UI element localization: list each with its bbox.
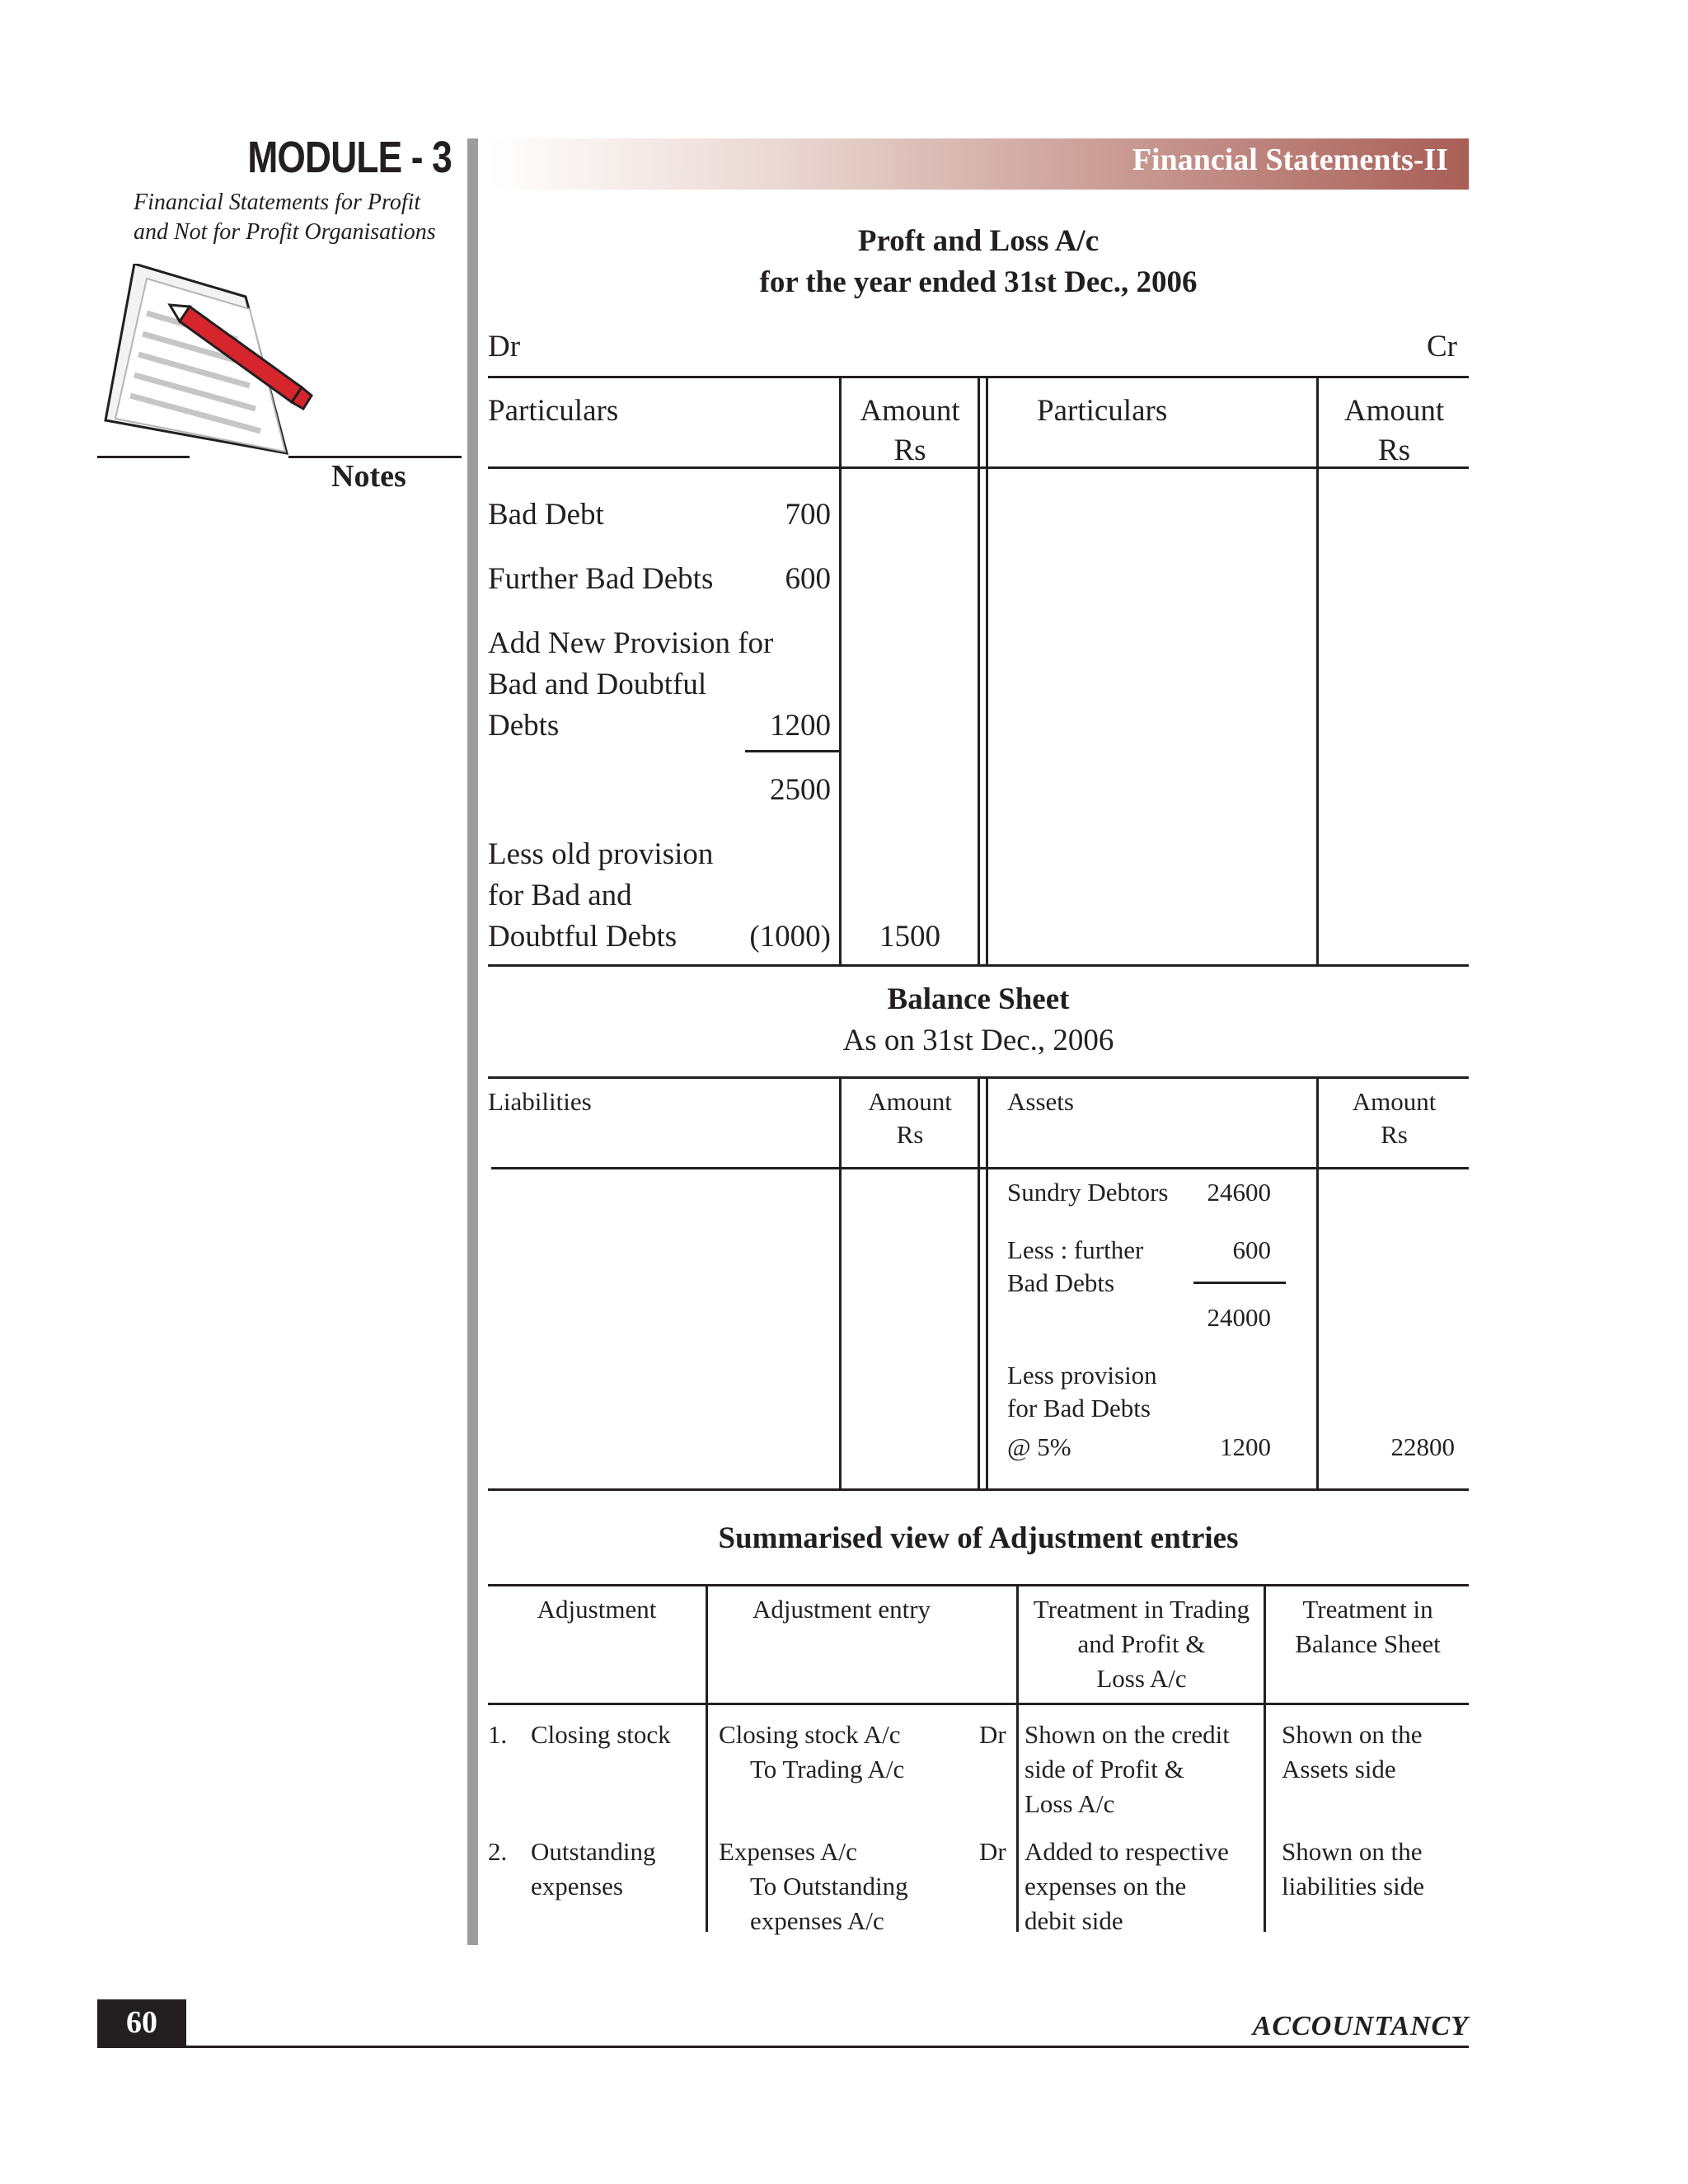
bs-header-liabilities: Liabilities bbox=[488, 1087, 592, 1116]
bs-double-divider-a bbox=[978, 1076, 980, 1488]
pl-double-divider-b bbox=[986, 376, 988, 964]
summary-header-trading-line1: Treatment in Trading bbox=[1033, 1595, 1250, 1624]
notepad-pencil-icon bbox=[97, 264, 320, 494]
bs-header-amount-left: Amount bbox=[868, 1087, 952, 1116]
pl-header-rs-dr: Rs bbox=[893, 434, 926, 467]
bs-net-debtors-rule bbox=[1193, 1282, 1286, 1284]
summary-row2-adjustment-line1: Outstanding bbox=[531, 1837, 656, 1866]
pl-double-divider-a bbox=[978, 376, 980, 964]
summary-rule-top bbox=[488, 1584, 1469, 1586]
pl-cr-label: Cr bbox=[1427, 330, 1457, 363]
notes-rule-left bbox=[97, 456, 190, 458]
pl-rule-bottom bbox=[488, 964, 1469, 967]
summary-row2-bs-line2: liabilities side bbox=[1282, 1872, 1425, 1900]
pl-header-rs-cr: Rs bbox=[1377, 434, 1411, 467]
pl-old-prov-line1: Less old provision bbox=[488, 837, 714, 871]
bs-debtors-value: 24600 bbox=[1207, 1178, 1271, 1207]
pl-header-particulars-dr: Particulars bbox=[488, 394, 619, 428]
summary-row1-trading-line1: Shown on the credit bbox=[1025, 1720, 1230, 1749]
summary-row2-entry-line1: Expenses A/c bbox=[719, 1837, 857, 1866]
summary-rule-header bbox=[488, 1703, 1469, 1705]
summary-header-entry: Adjustment entry bbox=[752, 1595, 931, 1624]
bs-net-debtors: 24000 bbox=[1207, 1303, 1271, 1332]
pl-header-amount-dr: Amount bbox=[860, 394, 960, 428]
bs-rule-header bbox=[491, 1167, 1469, 1169]
summary-row2-trading-line1: Added to respective bbox=[1025, 1837, 1229, 1866]
bs-debtors-label: Sundry Debtors bbox=[1007, 1178, 1169, 1207]
summary-header-bs-line2: Balance Sheet bbox=[1295, 1629, 1441, 1658]
pl-col-divider-right bbox=[1316, 376, 1319, 964]
summary-row1-bs-line1: Shown on the bbox=[1282, 1720, 1423, 1749]
pl-subtotal: 2500 bbox=[770, 773, 831, 807]
module-subtitle-line1: Financial Statements for Profit bbox=[134, 190, 421, 215]
summary-header-adjustment: Adjustment bbox=[537, 1595, 657, 1624]
summary-header-trading-line3: Loss A/c bbox=[1096, 1664, 1187, 1693]
bs-rule-bottom bbox=[488, 1488, 1469, 1491]
summary-row1-entry-line2: To Trading A/c bbox=[750, 1755, 905, 1783]
pl-header-particulars-cr: Particulars bbox=[1037, 394, 1168, 428]
summary-col-divider-2 bbox=[1016, 1584, 1019, 1932]
summary-header-trading-line2: and Profit & bbox=[1077, 1629, 1206, 1658]
summary-row2-entry-line3: expenses A/c bbox=[750, 1906, 884, 1935]
pl-bad-debt-value: 700 bbox=[785, 498, 831, 532]
bs-title: Balance Sheet bbox=[887, 982, 1070, 1016]
bs-less-prov-line1: Less provision bbox=[1007, 1361, 1157, 1390]
bs-header-rs-left: Rs bbox=[896, 1120, 924, 1149]
pl-further-value: 600 bbox=[785, 562, 831, 596]
summary-row2-adjustment-line2: expenses bbox=[531, 1872, 623, 1900]
summary-row2-trading-line3: debit side bbox=[1025, 1906, 1123, 1935]
summary-row1-trading-line2: side of Profit & bbox=[1025, 1755, 1184, 1783]
bs-less-prov-line2: for Bad Debts bbox=[1007, 1394, 1151, 1422]
pl-subtitle: for the year ended 31st Dec., 2006 bbox=[759, 265, 1198, 299]
bs-col-divider bbox=[839, 1076, 842, 1488]
summary-row2-entry-dr: Dr bbox=[979, 1837, 1006, 1866]
summary-row1-trading-line3: Loss A/c bbox=[1025, 1789, 1115, 1818]
summary-row2-bs-line1: Shown on the bbox=[1282, 1837, 1423, 1866]
pl-old-prov-value: (1000) bbox=[749, 920, 831, 954]
margin-divider bbox=[467, 138, 478, 1945]
summary-row2-entry-line2: To Outstanding bbox=[750, 1872, 908, 1900]
summary-row1-adjustment: Closing stock bbox=[531, 1720, 671, 1749]
bs-double-divider-b bbox=[986, 1076, 988, 1488]
pl-new-prov-line2: Bad and Doubtful bbox=[488, 668, 707, 701]
pl-new-prov-line1: Add New Provision for bbox=[488, 626, 774, 660]
bs-header-assets: Assets bbox=[1007, 1087, 1074, 1116]
bs-header-amount-right: Amount bbox=[1352, 1087, 1437, 1116]
pl-col-divider bbox=[839, 376, 842, 964]
module-title: MODULE - 3 bbox=[247, 133, 452, 182]
pl-header-amount-cr: Amount bbox=[1343, 394, 1445, 428]
module-subtitle-line2: and Not for Profit Organisations bbox=[134, 219, 436, 245]
bs-assets-amount: 22800 bbox=[1390, 1432, 1455, 1461]
bs-less-prov-value: 1200 bbox=[1220, 1432, 1271, 1461]
pl-new-prov-line3: Debts bbox=[488, 709, 560, 743]
pl-subtotal-rule bbox=[745, 750, 839, 752]
summary-row1-entry-line1: Closing stock A/c bbox=[719, 1720, 901, 1749]
summary-row1-entry-dr: Dr bbox=[979, 1720, 1006, 1749]
pl-further-label: Further Bad Debts bbox=[488, 562, 714, 596]
pl-old-prov-line2: for Bad and bbox=[488, 879, 632, 912]
bs-col-divider-right bbox=[1316, 1076, 1319, 1488]
pl-dr-label: Dr bbox=[488, 330, 521, 363]
summary-col-divider-1 bbox=[706, 1584, 708, 1932]
footer-subject: ACCOUNTANCY bbox=[1252, 2011, 1469, 2041]
pl-new-prov-value: 1200 bbox=[770, 709, 831, 743]
pl-title: Proft and Loss A/c bbox=[857, 224, 1100, 258]
bs-header-rs-right: Rs bbox=[1381, 1120, 1408, 1149]
bs-less-further-line1: Less : further bbox=[1007, 1235, 1144, 1264]
summary-row2-trading-line2: expenses on the bbox=[1025, 1872, 1187, 1900]
chapter-title: Financial Statements-II bbox=[1132, 143, 1448, 177]
summary-title: Summarised view of Adjustment entries bbox=[718, 1521, 1239, 1555]
bs-subtitle: As on 31st Dec., 2006 bbox=[842, 1024, 1114, 1057]
summary-row2-num: 2. bbox=[488, 1837, 508, 1866]
summary-col-divider-3 bbox=[1264, 1584, 1266, 1932]
page-number: 60 bbox=[97, 1999, 186, 2046]
bs-less-further-value: 600 bbox=[1232, 1235, 1271, 1264]
bs-less-prov-line3: @ 5% bbox=[1007, 1432, 1071, 1461]
bs-less-further-line2: Bad Debts bbox=[1007, 1268, 1115, 1297]
module-subtitle bbox=[115, 188, 480, 247]
summary-header-bs-line1: Treatment in bbox=[1302, 1595, 1433, 1624]
summary-row1-num: 1. bbox=[488, 1720, 508, 1749]
footer-rule bbox=[97, 2046, 1469, 2048]
pl-bad-debt-label: Bad Debt bbox=[488, 498, 604, 532]
pl-old-prov-line3: Doubtful Debts bbox=[488, 920, 678, 954]
notes-label: Notes bbox=[331, 459, 406, 494]
pl-amount-total: 1500 bbox=[879, 920, 940, 954]
summary-row1-bs-line2: Assets side bbox=[1282, 1755, 1396, 1783]
